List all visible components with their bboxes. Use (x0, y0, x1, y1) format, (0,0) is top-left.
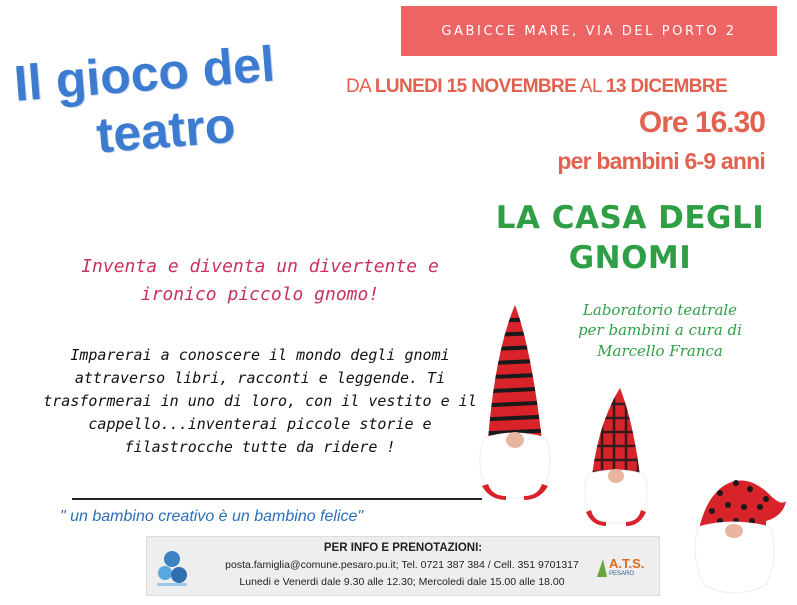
show-title (480, 198, 780, 279)
description-line-1: Imparerai a conoscere il mondo degli gnomi (70, 346, 450, 364)
divider (72, 498, 482, 500)
gnome-illustration-2 (574, 384, 654, 534)
ats-logo (595, 553, 657, 583)
show-title-line-2: GNOMI (568, 240, 692, 277)
description-line-3: trasformerai in uno di loro, con il vestito e il (43, 391, 477, 410)
show-title-line-1: LA CASA DEGLI (495, 200, 765, 236)
ats-logo-icon (595, 557, 609, 579)
tagline (40, 253, 480, 309)
description-line-2: attraverso libri, racconti e leggende. Ti (74, 368, 446, 387)
tagline-line-2: ironico piccolo gnomo! (140, 283, 380, 305)
description-line-5: filastrocche tutte da ridere ! (124, 437, 396, 456)
event-time: Ore 16.30 (638, 106, 765, 139)
location-text: GABICCE MARE, VIA DEL PORTO 2 (441, 23, 737, 39)
info-box (146, 536, 660, 596)
lab-line-3: Marcello Franca (597, 341, 723, 360)
description-line-4: cappello...inventerai piccole storie e (88, 414, 432, 433)
title-line-1: Il gioco del (12, 35, 277, 112)
tagline-line-1: Inventa e diventa un divertente e (81, 256, 439, 277)
quote: " un bambino creativo è un bambino felice" (60, 508, 364, 525)
date-end: 13 DICEMBRE (605, 76, 728, 97)
title-line-2: teatro (94, 96, 238, 164)
lab-description (530, 300, 790, 361)
description (40, 344, 480, 459)
gnome-illustration-3 (690, 455, 790, 605)
date-prefix: DA (346, 76, 371, 97)
ats-logo-text: A.T.S. (609, 556, 645, 571)
lab-line-2: per bambini a cura di (578, 321, 742, 340)
audience-age: per bambini 6-9 anni (557, 148, 765, 174)
date-start: LUNEDI 15 NOVEMBRE (374, 76, 577, 97)
date-range (346, 76, 766, 98)
gnome-illustration-1 (470, 300, 560, 510)
date-middle: AL (579, 76, 602, 97)
info-title: PER INFO E PRENOTAZIONI: (323, 542, 483, 554)
location-banner (401, 6, 777, 56)
ats-logo-subtext: PESARO (609, 571, 635, 577)
contact-line: posta.famiglia@comune.pesaro.pu.it; Tel. 0721 387 384 / Cell. 351 9701317 (225, 559, 579, 571)
hours-line: Lunedi e Venerdi dale 9.30 alle 12.30; Mercoledi dale 15.00 alle 18.00 (239, 576, 565, 588)
poster-title (12, 29, 360, 170)
lab-line-1: Laboratorio teatrale (582, 301, 738, 319)
